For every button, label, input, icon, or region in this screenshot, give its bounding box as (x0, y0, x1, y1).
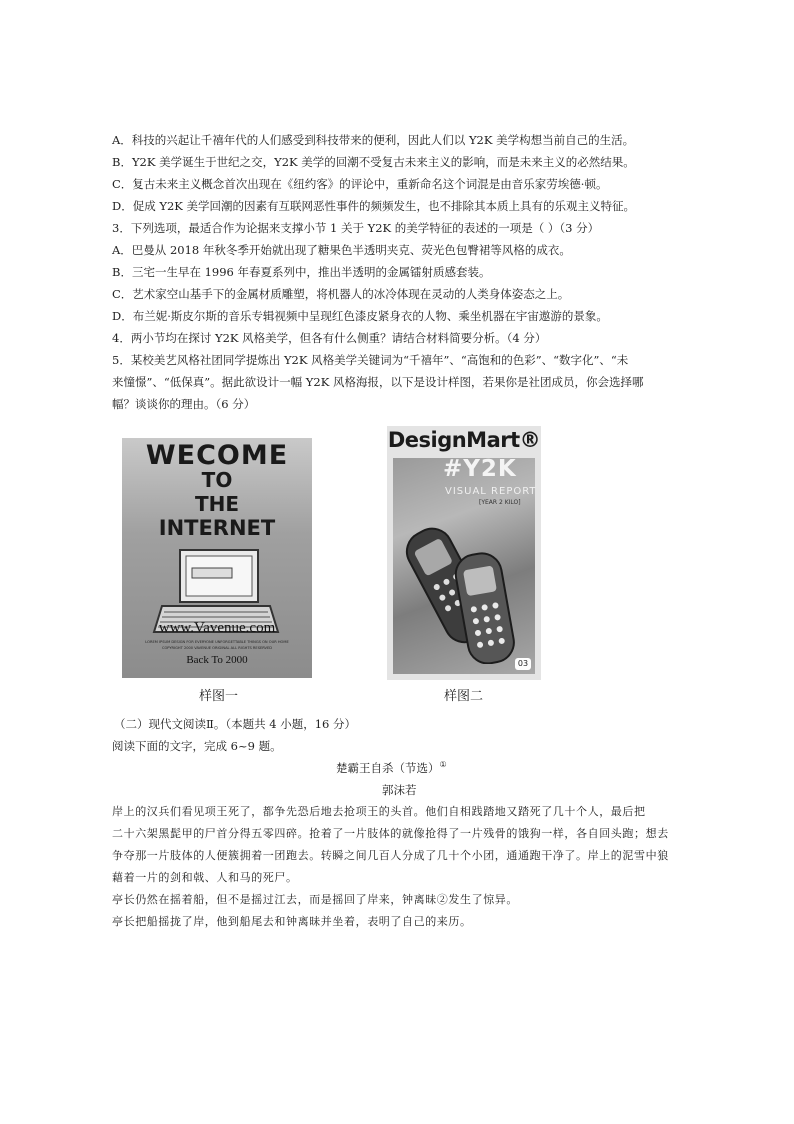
passage-line-3: 争夺那一片肢体的人便簇拥着一团跑去。转瞬之间几百人分成了几十个小团，通通跑干净了。岸上的泥雪中狼 (112, 849, 669, 862)
passage-line-2: 二十六架黑髭甲的尸首分得五零四碎。抢着了一片肢体的就像抢得了一片残骨的饿狗一样，各自回头跑；想去 (112, 827, 669, 840)
poster-2-subtitle-2: [YEAR 2 KILO] (479, 499, 521, 506)
question-3-stem: 3．下列选项，最适合作为论据来支撑小节 1 关于 Y2K 的美学特征的表述的一项是（ ）（3 分） (112, 221, 600, 235)
question-5-line-1: 5．某校美艺风格社团同学提炼出 Y2K 风格美学关键词为“千禧年”、“高饱和的色彩”、“数字化”、“未 (112, 353, 629, 367)
fine-print-line-2: COPYRIGHT 2000 VAVENUE ORIGINAL ALL RIGHTS RESERVED (161, 646, 273, 650)
caption-sample-2: 样图二 (444, 689, 484, 704)
passage-title (336, 760, 447, 776)
poster-1-fine-print (130, 639, 304, 651)
q3-option-c: C．艺术家空山基手下的金属材质雕塑，将机器人的冰冷体现在灵动的人类身体姿态之上。 (112, 287, 570, 301)
headline-word-4: INTERNET (158, 516, 276, 540)
headline-word-3: THE (194, 492, 240, 516)
fine-print-line-1: LOREM IPSUM DESIGN FOR EVERYONE UNFORGETTABLE THINGS ON OUR HOME (145, 640, 289, 644)
sample-poster-2 (387, 426, 541, 680)
caption-sample-1: 样图一 (199, 689, 239, 704)
passage-author: 郭沫若 (382, 783, 417, 797)
question-4: 4．两小节均在探讨 Y2K 风格美学，但各有什么侧重？请结合材料简要分析。（4 分） (112, 331, 547, 345)
q3-option-d: D．布兰妮·斯皮尔斯的音乐专辑视频中呈现红色漆皮紧身衣的人物、乘坐机器在宇宙遨游的景象。 (112, 309, 608, 323)
passage-line-5: 亭长仍然在摇着船，但不是摇过江去，而是摇回了岸来，钟离昧②发生了惊异。 (112, 893, 518, 906)
passage-line-6: 亭长把船摇拢了岸，他到船尾去和钟离昧并坐着，表明了自己的来历。 (112, 915, 472, 928)
poster-2-badge: 03 (515, 658, 531, 670)
mobile-phones-illustration (401, 514, 527, 664)
headline-word-1: WECOME (145, 440, 289, 471)
option-d: D．促成 Y2K 美学回潮的因素有互联网恶性事件的频频发生，也不排除其本质上具有的乐观主义特征。 (112, 199, 636, 213)
poster-1-headline (122, 440, 312, 540)
passage-title-footnote: ① (439, 760, 447, 770)
poster-1-url: www.Vavenue.com (158, 620, 276, 636)
sample-poster-1 (122, 438, 312, 678)
question-5-line-3: 幅？谈谈你的理由。（6 分） (112, 397, 256, 411)
option-c: C．复古未来主义概念首次出现在《纽约客》的评论中，重新命名这个词混是由音乐家劳埃德·顿。 (112, 177, 608, 191)
option-a: A．科技的兴起让千禧年代的人们感受到科技带来的便利，因此人们以 Y2K 美学构想当前自己的生活。 (112, 133, 635, 147)
poster-2-brand: DesignMart® (387, 428, 541, 452)
section-2-heading: （二）现代文阅读Ⅱ。（本题共 4 小题，16 分） (114, 717, 356, 731)
option-b: B．Y2K 美学诞生于世纪之交，Y2K 美学的回潮不受复古未来主义的影响，而是未来主义的必然结果。 (112, 155, 635, 169)
section-2-instruction: 阅读下面的文字，完成 6~9 题。 (112, 739, 282, 753)
poster-2-tag: #Y2K (443, 456, 517, 482)
passage-line-4: 藉着一片的剑和戟、人和马的死尸。 (112, 871, 298, 884)
question-5-line-2: 来憧憬”、“低保真”。据此欲设计一幅 Y2K 风格海报，以下是设计样图，若果你是社团成员，你会选择哪 (112, 375, 644, 389)
poster-2-subtitle: VISUAL REPORT (445, 486, 537, 497)
headline-word-2: TO (201, 468, 233, 492)
q3-option-b: B．三宅一生早在 1996 年春夏系列中，推出半透明的金属镭射质感套装。 (112, 265, 491, 279)
poster-1-footer: Back To 2000 (186, 654, 248, 666)
passage-title-text: 楚霸王自杀（节选） (336, 761, 440, 775)
q3-option-a: A．巴曼从 2018 年秋冬季开始就出现了糖果色半透明夹克、荧光色包臀裙等风格的成衣。 (112, 243, 571, 257)
passage-line-1: 岸上的汉兵们看见项王死了，都争先恐后地去抢项王的头首。他们自相践踏地又踏死了几十个人，最后把 (112, 805, 646, 818)
